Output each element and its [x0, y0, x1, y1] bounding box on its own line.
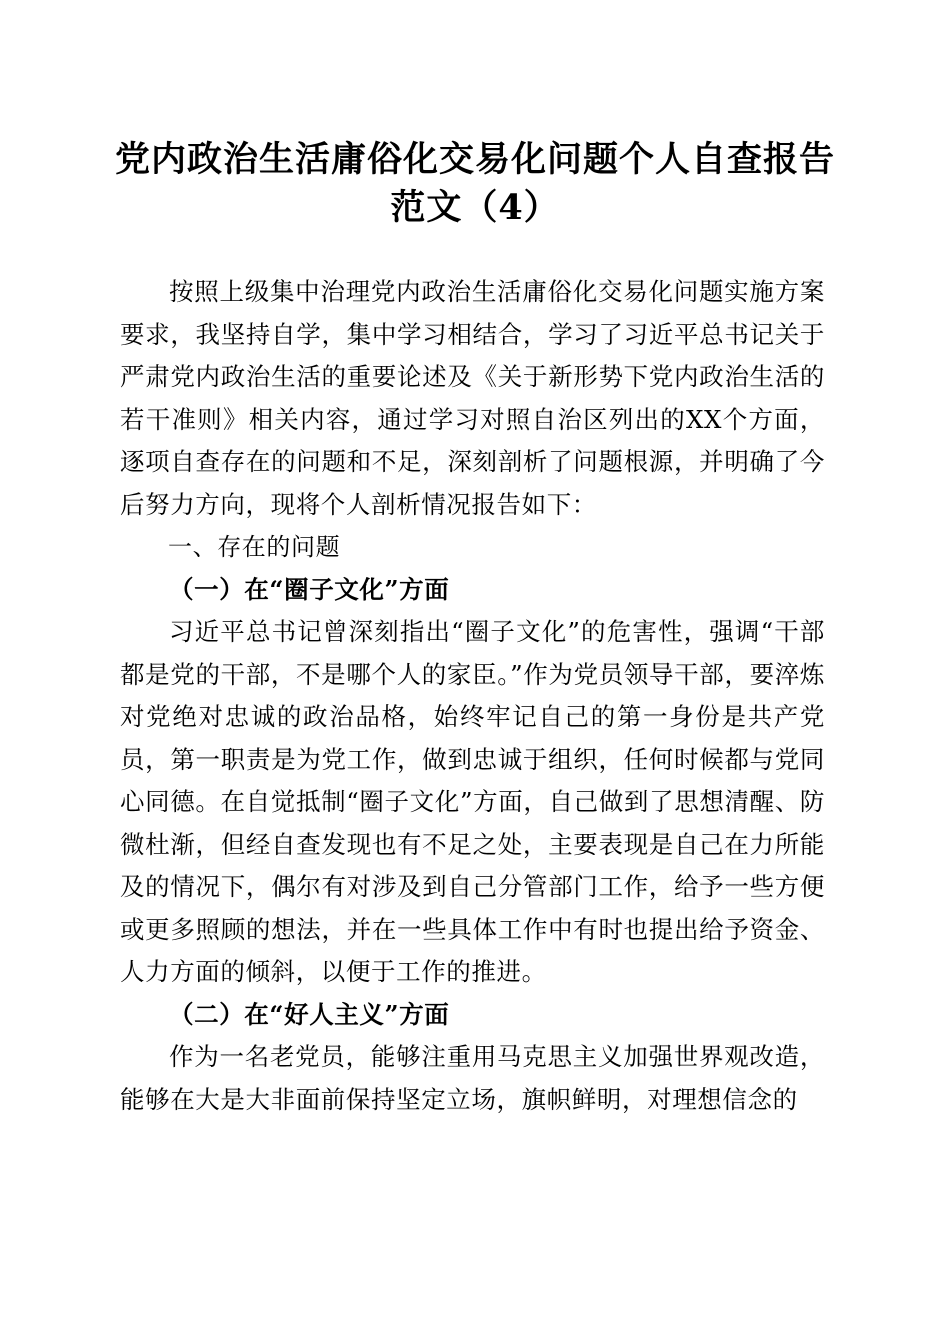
section-heading-problems: 一、存在的问题	[168, 533, 341, 561]
paragraph-nice-guy: 作为一名老党员，能够注重用马克思主义加强世界观改造，能够在大是大非面前保持坚定立场，旗帜鲜明，对理想信念的	[120, 1042, 825, 1114]
intro-paragraph: 按照上级集中治理党内政治生活庸俗化交易化问题实施方案要求，我坚持自学，集中学习相结合，学习了习近平总书记关于严肃党内政治生活的重要论述及《关于新形势下党内政治生活的若干准则》相关内容，通过学习对照自治区列出的XX个方面，逐项自查存在的问题和不足，深刻剖析了问题根源，并明确了今后努力方向，现将个人剖析情况报告如下：	[120, 277, 825, 519]
subsection-heading-nice-guy: （二）在“好人主义”方面	[169, 999, 450, 1029]
paragraph-circle-culture: 习近平总书记曾深刻指出“圈子文化”的危害性，强调“干部都是党的干部，不是哪个人的家臣。”作为党员领导干部，要淬炼对党绝对忠诚的政治品格，始终牢记自己的第一身份是共产党员，第一职责是为党工作，做到忠诚于组织，任何时候都与党同心同德。在自觉抵制“圈子文化”方面，自己做到了思想清醒、防微杜渐，但经自查发现也有不足之处，主要表现是自己在力所能及的情况下，偶尔有对涉及到自己分管部门工作，给予一些方便或更多照顾的想法，并在一些具体工作中有时也提出给予资金、人力方面的倾斜，以便于工作的推进。	[120, 617, 825, 986]
document-body	[120, 271, 825, 1121]
document-title-line-1: 党内政治生活庸俗化交易化问题个人自查报告	[114, 139, 835, 180]
document-title-line-2: 范文（4）	[390, 187, 560, 228]
subsection-heading-circle-culture: （一）在“圈子文化”方面	[169, 574, 450, 604]
